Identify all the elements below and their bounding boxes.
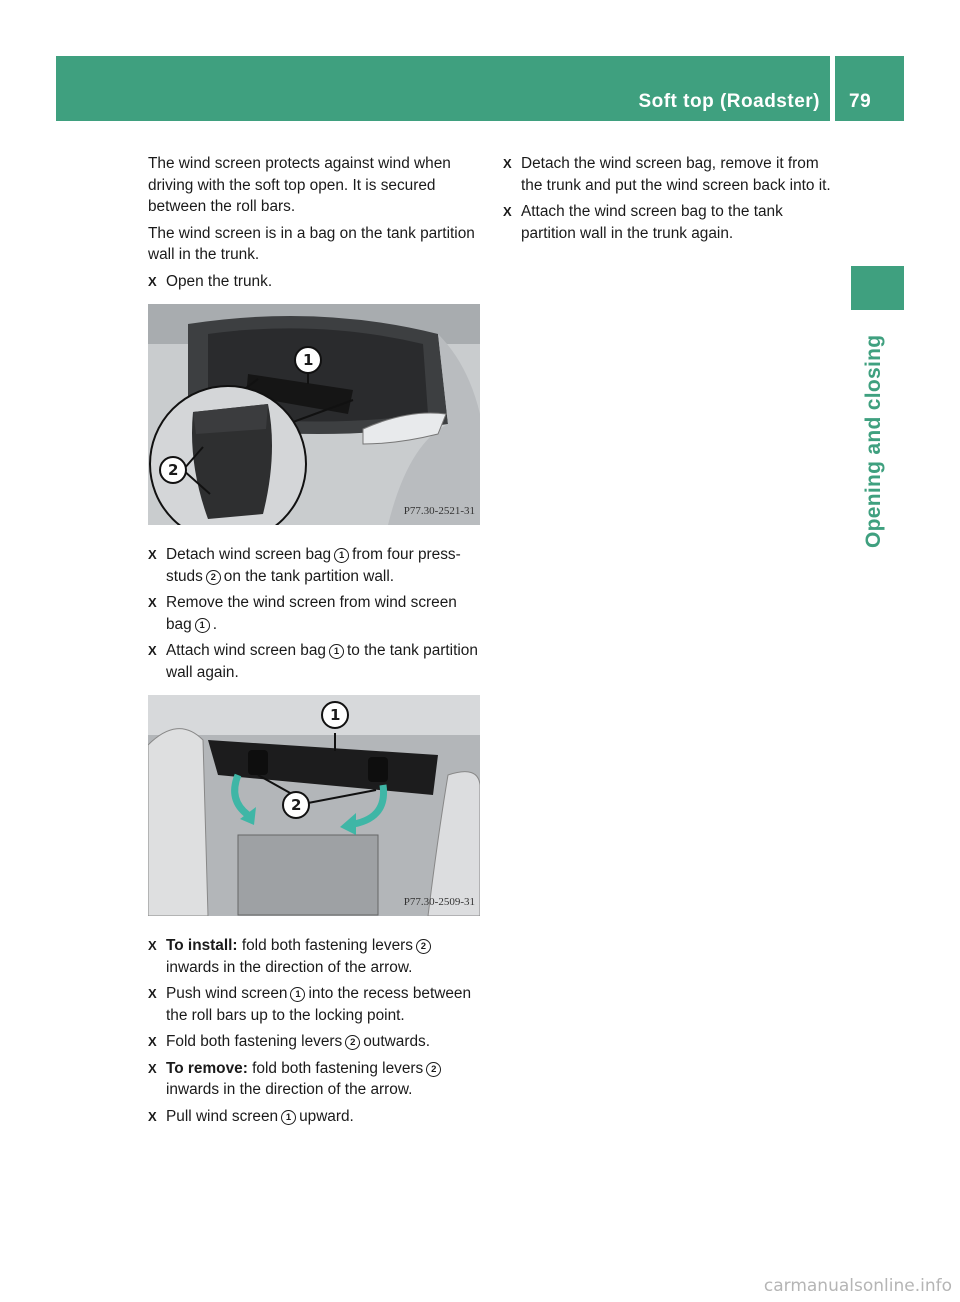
- side-tab-marker: [851, 266, 904, 310]
- callout-2-icon: 2: [345, 1035, 360, 1050]
- step-marker-icon: X: [148, 595, 157, 610]
- callout-1-icon: 1: [334, 548, 349, 563]
- callout-1-icon: 1: [329, 644, 344, 659]
- step-text: Push wind screen: [166, 985, 288, 1002]
- step-marker-icon: X: [148, 986, 157, 1001]
- callout-1: 1: [303, 351, 314, 369]
- step-to-install: [148, 935, 483, 978]
- step-text: fold both fastening levers: [252, 1059, 424, 1077]
- roll-bar-illustration: [148, 695, 480, 916]
- step-marker-icon: X: [503, 156, 512, 171]
- trunk-illustration: [148, 304, 480, 525]
- step-marker-icon: X: [503, 204, 512, 219]
- step-marker-icon: X: [148, 938, 157, 953]
- side-tab: [836, 318, 888, 548]
- side-tab-label: Opening and closing: [862, 334, 885, 548]
- callout-1-icon: 1: [195, 618, 210, 633]
- step-detach-bag: [148, 544, 483, 587]
- step-marker-icon: X: [148, 1034, 157, 1049]
- callout-2: 2: [291, 796, 302, 814]
- step-text: Fold both fastening levers: [166, 1033, 343, 1050]
- header-page-bar: [835, 56, 904, 121]
- intro-paragraph-2: The wind screen is in a bag on the tank partition wall in the trunk.: [148, 224, 475, 263]
- step-text: Remove the wind screen from wind screen bag: [166, 594, 457, 633]
- step-text: inwards in the direction of the arrow.: [166, 1081, 413, 1098]
- step-to-remove: [148, 1058, 483, 1101]
- step-text: from four press-studs: [166, 546, 461, 585]
- step-text: to the tank partition wall again.: [166, 642, 478, 681]
- figure-roll-bar-wind-screen: [148, 695, 480, 916]
- step-pull-wind-screen: [148, 1106, 483, 1128]
- step-label: To remove:: [166, 1059, 248, 1077]
- step-text: outwards.: [363, 1033, 430, 1050]
- step-text: Attach the wind screen bag to the tank partition wall in the trunk again.: [521, 203, 783, 242]
- intro-paragraph-1: The wind screen protects against wind when driving with the soft top open. It is secured between the roll bars.: [148, 155, 451, 215]
- figure-code: P77.30-2521-31: [403, 504, 475, 517]
- step-fold-outwards: [148, 1031, 483, 1053]
- callout-1-icon: 1: [290, 987, 305, 1002]
- callout-2-icon: 2: [426, 1062, 441, 1077]
- watermark: carmanualsonline.info: [763, 1276, 952, 1296]
- section-title: Soft top (Roadster): [638, 91, 820, 112]
- step-text: Detach the wind screen bag, remove it from the trunk and put the wind screen back into it.: [521, 155, 831, 194]
- step-attach-bag: [148, 640, 483, 683]
- step-text: .: [212, 615, 217, 633]
- step-text: into the recess between the roll bars up to the locking point.: [166, 985, 472, 1024]
- callout-1: 1: [330, 706, 341, 724]
- step-text: on the tank partition wall.: [223, 567, 395, 585]
- callout-1-icon: 1: [281, 1110, 296, 1125]
- page-number: 79: [849, 91, 872, 112]
- step-marker-icon: X: [148, 547, 157, 562]
- step-marker-icon: X: [148, 273, 157, 289]
- step-marker-icon: X: [148, 1108, 157, 1124]
- right-column: [503, 153, 838, 249]
- step-attach-bag-again: [503, 201, 838, 244]
- step-detach-bag-put-back: [503, 153, 838, 196]
- step-text: Attach wind screen bag: [166, 642, 326, 659]
- step-text: Pull wind screen: [166, 1107, 279, 1125]
- header-section-bar: [56, 56, 830, 121]
- step-push-wind-screen: [148, 983, 483, 1026]
- callout-2-icon: 2: [206, 570, 221, 585]
- callout-2-icon: 2: [416, 939, 431, 954]
- step-marker-icon: X: [148, 643, 157, 658]
- step-text: inwards in the direction of the arrow.: [166, 958, 413, 976]
- step-label: To install:: [166, 937, 238, 954]
- step-open-trunk: [148, 271, 483, 293]
- figure-trunk-wind-screen-bag: [148, 304, 480, 525]
- step-text: Open the trunk.: [166, 272, 273, 290]
- step-text: Detach wind screen bag: [166, 546, 332, 563]
- callout-2: 2: [168, 461, 179, 479]
- step-remove-wind-screen: [148, 592, 483, 635]
- left-column: [148, 153, 483, 1132]
- figure-code: P77.30-2509-31: [403, 895, 475, 908]
- step-text: fold both fastening levers: [241, 937, 413, 954]
- step-text: upward.: [299, 1107, 354, 1125]
- step-marker-icon: X: [148, 1060, 157, 1076]
